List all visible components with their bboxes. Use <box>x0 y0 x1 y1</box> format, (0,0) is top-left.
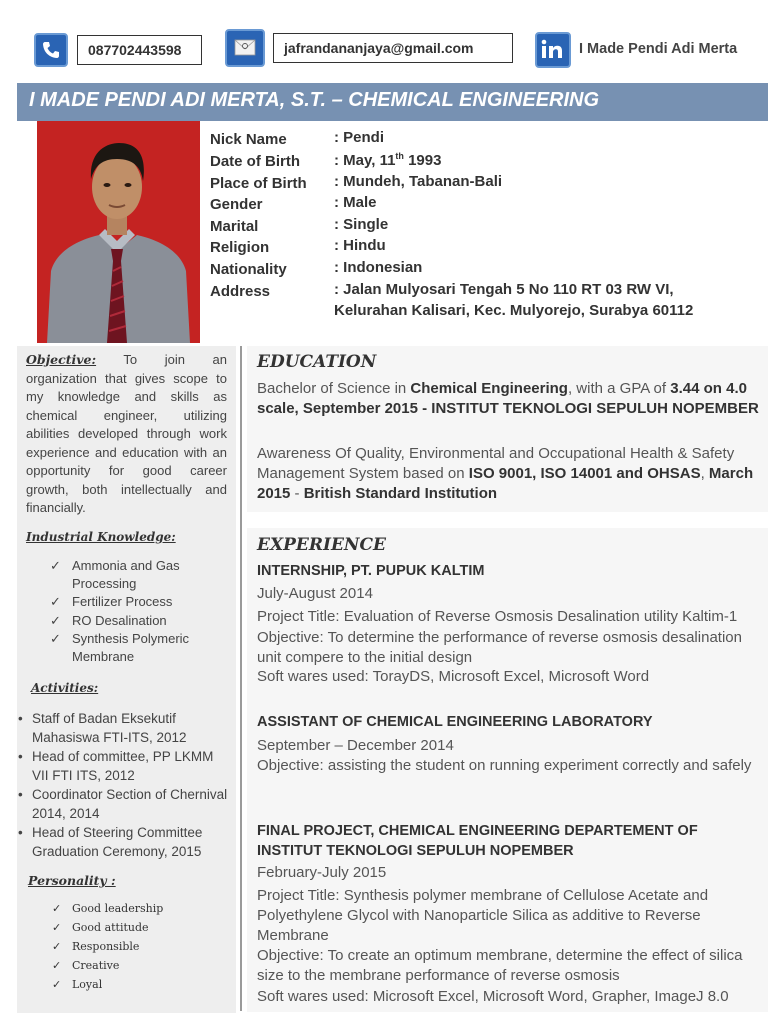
personality-item: ✓ Loyal <box>52 975 222 994</box>
objective-block <box>26 351 227 518</box>
phone-field: 087702443598 <box>77 35 202 65</box>
activity-item: • Head of Steering Committee Graduation Ceremony, 2015 <box>18 825 203 859</box>
personal-label: Nick Name <box>210 131 287 148</box>
industrial-item: ✓ Fertilizer Process <box>50 593 230 611</box>
assistant-objective: Objective: assisting the student on running experiment correctly and safely <box>257 757 752 774</box>
personality-item: ✓ Good attitude <box>52 918 222 937</box>
final-project-software: Soft wares used: Microsoft Excel, Microsoft Word, Grapher, ImageJ 8.0 <box>257 988 729 1005</box>
check-icon: ✓ <box>50 558 61 573</box>
email-field[interactable]: jafrandananjaya@gmail.com <box>273 33 513 63</box>
experience-heading: EXPERIENCE <box>257 535 386 555</box>
industrial-item: ✓ Synthesis Polymeric Membrane <box>50 630 190 665</box>
check-icon: ✓ <box>50 594 61 610</box>
personal-value: : Pendi <box>334 129 385 146</box>
internship-project: Project Title: Evaluation of Reverse Osmosis Desalination utility Kaltim-1 <box>257 608 738 625</box>
final-project-objective: Objective: To create an optimum membrane, determine the effect of silica size to the membrane performance of reverse osmosis <box>257 947 743 985</box>
personal-label: Address <box>210 283 271 300</box>
address-line-2: Kelurahan Kalisari, Kec. Mulyorejo, Surabya 60112 <box>334 302 694 319</box>
internship-software: Soft wares used: TorayDS, Microsoft Excel, Microsoft Word <box>257 668 650 685</box>
bullet-icon: • <box>18 711 23 726</box>
page-title: I MADE PENDI ADI MERTA, S.T. – CHEMICAL ENGINEERING <box>29 89 600 111</box>
objective-heading: Objective: <box>26 352 97 367</box>
header-band <box>17 83 768 121</box>
activities-list <box>18 709 228 861</box>
column-divider <box>240 346 242 1011</box>
personal-label: Marital <box>210 218 259 235</box>
personal-value: : Jalan Mulyosari Tengah 5 No 110 RT 03 RW VI, <box>334 281 674 298</box>
objective-text: To join an organization that gives scope to my knowledge and skills as chemical engineer, utilizing abilities developed through work experience and education with an opportunity for good career growth, both intellectually and financially. <box>26 352 227 515</box>
phone-icon <box>34 33 68 67</box>
personal-value: : Hindu <box>334 237 386 254</box>
internship-title: INTERNSHIP, PT. PUPUK KALTIM <box>257 563 485 579</box>
internship-period: July-August 2014 <box>257 585 373 602</box>
activity-item: • Coordinator Section of Chernival 2014, 2014 <box>18 787 228 821</box>
internship-objective: Objective: To determine the performance of reverse osmosis desalination unit compere to the initial design <box>257 629 742 667</box>
education-degree: Bachelor of Science in Chemical Engineering, with a GPA of 3.44 on 4.0 scale, September 2015 - INSTITUT TEKNOLOGI SEPULUH NOPEMBER <box>257 380 759 418</box>
linkedin-icon[interactable] <box>535 32 571 68</box>
personality-list <box>52 899 222 994</box>
personal-label: Date of Birth <box>210 153 300 170</box>
industrial-list <box>50 557 230 666</box>
industrial-heading: Industrial Knowledge: <box>26 530 176 544</box>
check-icon: ✓ <box>50 612 61 628</box>
personal-label: Place of Birth <box>210 175 307 192</box>
personal-label: Nationality <box>210 261 287 278</box>
linkedin-name: I Made Pendi Adi Merta <box>579 41 738 57</box>
personal-label: Gender <box>210 196 263 213</box>
personal-value: : Indonesian <box>334 259 423 276</box>
personal-label: Religion <box>210 239 270 256</box>
check-icon: ✓ <box>52 959 62 972</box>
education-heading: EDUCATION <box>257 352 377 372</box>
personality-item: ✓ Responsible <box>52 937 222 956</box>
check-icon: ✓ <box>52 978 62 991</box>
personal-value: : Single <box>334 216 389 233</box>
final-project-project: Project Title: Synthesis polymer membrane of Cellulose Acetate and Polyethylene Glycol with Nanoparticle Silica as additive to Reverse Membrane <box>257 887 709 945</box>
education-certificate: Awareness Of Quality, Environmental and Occupational Health & Safety Management System based on ISO 9001, ISO 14001 and OHSAS, March 2015 - British Standard Institution <box>257 445 754 503</box>
industrial-item: ✓ Ammonia and Gas Processing <box>50 558 180 592</box>
bullet-icon: • <box>18 787 23 802</box>
assistant-period: September – December 2014 <box>257 737 454 754</box>
bullet-icon: • <box>18 749 23 764</box>
personality-item: ✓ Creative <box>52 956 222 975</box>
personal-value: : Male <box>334 194 377 211</box>
industrial-item: ✓ RO Desalination <box>50 612 230 630</box>
check-icon: ✓ <box>52 902 62 915</box>
personal-value: : May, 11th 1993 <box>334 151 442 169</box>
activity-item: • Head of committee, PP LKMM VII FTI ITS, 2012 <box>18 749 214 783</box>
activity-item: • Staff of Badan Eksekutif Mahasiswa FTI-ITS, 2012 <box>18 711 187 745</box>
bullet-icon: • <box>18 825 23 840</box>
personal-value: : Mundeh, Tabanan-Bali <box>334 173 503 190</box>
final-project-period: February-July 2015 <box>257 864 387 881</box>
final-project-title: FINAL PROJECT, CHEMICAL ENGINEERING DEPARTEMENT OF INSTITUT TEKNOLOGI SEPULUH NOPEMBER <box>257 823 698 860</box>
activities-heading: Activities: <box>31 681 99 695</box>
envelope-icon <box>225 29 265 67</box>
personality-heading: Personality : <box>28 873 116 888</box>
profile-photo <box>37 121 200 343</box>
check-icon: ✓ <box>52 921 62 934</box>
check-icon: ✓ <box>52 940 62 953</box>
personality-item: ✓ Good leadership <box>52 899 222 918</box>
check-icon: ✓ <box>50 630 61 646</box>
assistant-title: ASSISTANT OF CHEMICAL ENGINEERING LABORATORY <box>257 714 653 730</box>
